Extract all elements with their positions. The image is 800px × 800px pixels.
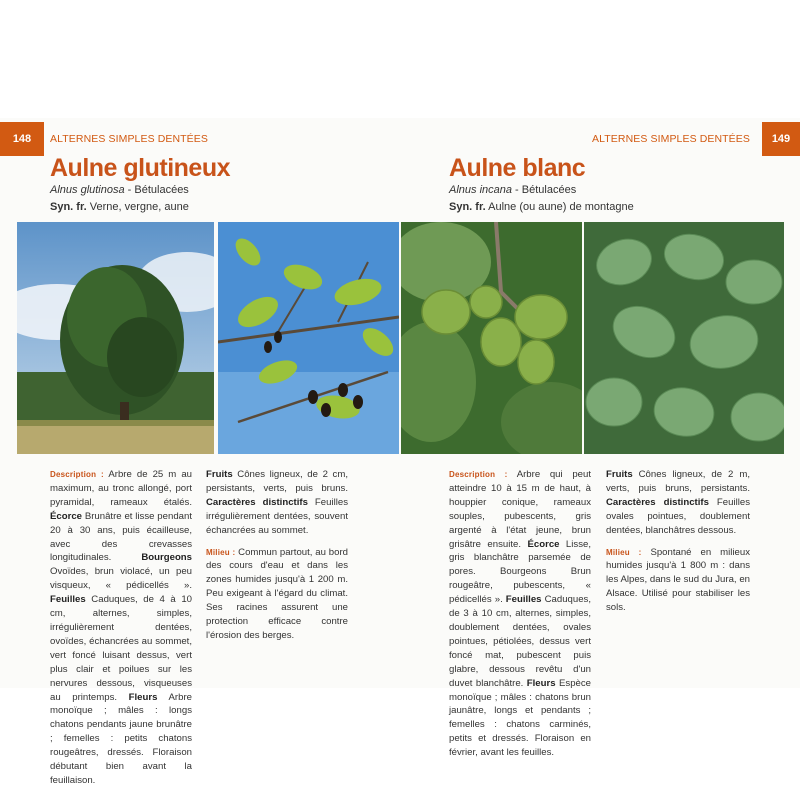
flowers-label: Fleurs — [526, 677, 556, 689]
description-right-col2 — [606, 468, 750, 623]
leaves-label: Feuilles — [50, 594, 86, 606]
photo-alder-tree — [17, 222, 214, 454]
text-run: Lisse, gris blanchâtre parsemée de pores. Bourgeons Brun rougeâtre, pubescents, « pédicellés ». — [449, 538, 591, 606]
habitat-label: Milieu : — [206, 547, 236, 557]
text-run: Caduques, de 3 à 10 cm, alternes, simples, doublement dentées, ovales pointues, pétiolées, dessus vert foncé mat, pubescent puis glabre, dessous revêtu d'un duvet blanchâtre. — [449, 594, 591, 689]
bark-label: Écorce — [50, 510, 82, 522]
habitat-paragraph — [606, 546, 750, 616]
description-paragraph — [50, 468, 192, 788]
latin-name-left — [50, 184, 189, 196]
text-run: Commun partout, au bord des cours d'eau et dans les zones humides jusqu'à 1 200 m. Peu exigeant à l'égard du climat. Ses racines assurent une protection efficace contre l'érosion des berges. — [206, 546, 348, 641]
description-label: Description : — [449, 470, 508, 479]
species-title-left: Aulne glutineux — [50, 154, 230, 182]
page-number-left: 148 — [0, 122, 44, 156]
running-head-left: ALTERNES SIMPLES DENTÉES — [50, 133, 208, 145]
distinctive-label: Caractères distinctifs — [606, 496, 709, 508]
bark-label: Écorce — [527, 538, 560, 550]
synonyms-left — [50, 201, 189, 213]
photo-grey-alder-leaves — [584, 222, 784, 454]
latin-binomial: Alnus glutinosa — [50, 184, 125, 196]
description-paragraph — [449, 468, 591, 760]
text-run: Cônes ligneux, de 2 cm, persistants, verts, puis bruns. — [206, 469, 348, 494]
synonyms-text: Verne, vergne, aune — [86, 201, 189, 213]
synonyms-text: Aulne (ou aune) de montagne — [485, 201, 634, 213]
distinctive-label: Caractères distinctifs — [206, 496, 308, 508]
fruits-label: Fruits — [206, 469, 233, 480]
text-run: Arbre qui peut atteindre 10 à 15 m de haut, à houppier conique, rameaux souples, pubescents, gris argenté à l'état jeune, brun grisâtre ensuite. — [449, 469, 592, 550]
fruits-label: Fruits — [606, 469, 633, 480]
text-run: Brunâtre et lisse pendant 20 à 30 ans, puis écailleuse, avec des crevasses longitudinales. — [50, 510, 192, 564]
buds-label: Bourgeons — [141, 552, 192, 564]
description-right-col1 — [449, 468, 591, 768]
text-run: Arbre monoïque ; mâles : longs chatons pendants jaune brunâtre ; femelles : petits chatons rougeâtres, dressés. Floraison débutant bien avant la feuillaison. — [50, 691, 192, 786]
text-run: Espèce monoïque ; mâles : chatons brun jaunâtre, longs et pendants ; femelles : chatons carminés, petits et dressés. Floraison en février, avant les feuilles. — [449, 677, 591, 759]
description-label: Description : — [50, 470, 104, 479]
text-run: Feuilles irrégulièrement dentées, souvent échancrées au sommet. — [206, 496, 348, 536]
latin-name-right — [449, 184, 576, 196]
text-run: Caduques, de 4 à 10 cm, alternes, simples, irrégulièrement dentées, ovoïdes, échancrées au sommet, vert foncé luisant dessus, vert plus clair et poilues sur les nervures dessous, visqueuses au printemps. — [50, 594, 192, 703]
description-paragraph-cont — [606, 468, 750, 538]
text-run: Spontané en milieux humides jusqu'à 1 800 m : dans les Alpes, dans le sud du Jura, en Alsace. Utilisé pour stabiliser les sols. — [606, 546, 750, 614]
page-number-right: 149 — [762, 122, 800, 156]
text-run: Cônes ligneux, de 2 m, verts, puis bruns, persistants. — [606, 469, 750, 494]
flowers-label: Fleurs — [128, 691, 158, 703]
text-run: Ovoïdes, brun violacé, un peu visqueux, « pédicellés ». — [50, 566, 192, 592]
running-head-right: ALTERNES SIMPLES DENTÉES — [592, 133, 750, 145]
synonyms-right — [449, 201, 634, 213]
photo-alder-branch-cones — [218, 222, 399, 454]
latin-binomial: Alnus incana — [449, 184, 512, 196]
synonyms-label: Syn. fr. — [50, 201, 87, 213]
family-name: - Bétulacées — [124, 184, 189, 196]
photo-grey-alder-cones — [401, 222, 582, 454]
description-left-col1 — [50, 468, 192, 796]
synonyms-label: Syn. fr. — [449, 201, 486, 213]
text-run: Feuilles ovales pointues, doublement dentées, blanchâtres dessous. — [606, 496, 750, 536]
leaves-label: Feuilles — [505, 594, 542, 606]
habitat-paragraph — [206, 546, 348, 643]
description-left-col2 — [206, 468, 348, 651]
text-run: Arbre de 25 m au maximum, au tronc allongé, port pyramidal, rameaux étalés. — [50, 469, 192, 508]
description-paragraph-cont — [206, 468, 348, 538]
family-name: - Bétulacées — [512, 184, 577, 196]
species-title-right: Aulne blanc — [449, 154, 586, 182]
habitat-label: Milieu : — [606, 547, 642, 557]
